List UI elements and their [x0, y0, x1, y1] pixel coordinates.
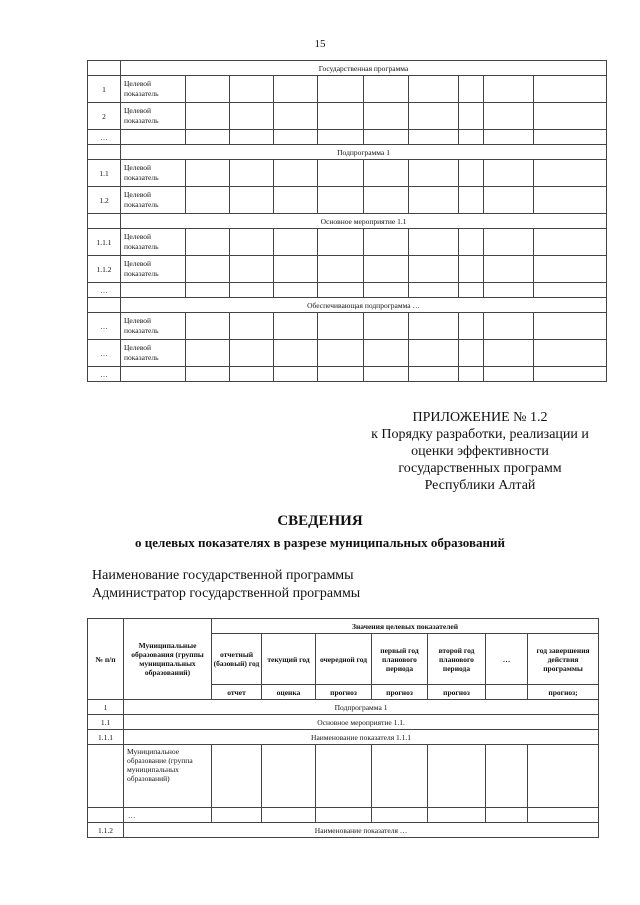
header-subtype: прогноз: [372, 685, 428, 700]
table-row: [88, 730, 599, 745]
row-number: 1.1.1: [88, 229, 121, 256]
table-row: [88, 715, 599, 730]
table-row: [88, 103, 607, 130]
table-row: [88, 340, 607, 367]
header-subtype: прогноз: [316, 685, 372, 700]
table-row: [88, 283, 607, 298]
table-row: [88, 187, 607, 214]
section-header: Подпрограмма 1: [121, 145, 607, 160]
header-subtype: прогноз;: [528, 685, 599, 700]
row-label: Целевой показатель: [121, 103, 186, 130]
row-number: …: [88, 283, 121, 298]
header-year: отчетный (базовый) год: [212, 634, 262, 685]
ellipsis-cell: …: [124, 808, 212, 823]
row-number: 1: [88, 76, 121, 103]
row-number: …: [88, 367, 121, 382]
row-label: Целевой показатель: [121, 313, 186, 340]
appendix-line: Республики Алтай: [424, 478, 536, 493]
row-label: Целевой показатель: [121, 256, 186, 283]
row-label: Целевой показатель: [121, 76, 186, 103]
header-year: очередной год: [316, 634, 372, 685]
page-number: 15: [314, 38, 326, 50]
table-row: [88, 313, 607, 340]
row-number: 1.1.2: [88, 256, 121, 283]
row-number: 2: [88, 103, 121, 130]
table-row: [88, 367, 607, 382]
header-subtype: прогноз: [428, 685, 486, 700]
row-number: 1.1: [88, 160, 121, 187]
header-year: второй год планового периода: [428, 634, 486, 685]
header-municipality: Муниципальные образования (группы муниципальных образований): [124, 619, 212, 700]
row-number: 1.1.2: [88, 823, 124, 838]
program-name-label: Наименование государственной программы: [92, 568, 354, 583]
row-header: Наименование показателя 1.1.1: [124, 730, 599, 745]
row-number: …: [88, 313, 121, 340]
header-subtype: [486, 685, 528, 700]
section-row: [88, 214, 607, 229]
municipality-cell: Муниципальное образование (группа муниципальных образований): [124, 745, 212, 808]
row-header: Основное мероприятие 1.1.: [124, 715, 599, 730]
header-subtype: отчет: [212, 685, 262, 700]
header-values: Значения целевых показателей: [212, 619, 599, 634]
table-row: [88, 160, 607, 187]
table-row: [88, 130, 607, 145]
table-row: [88, 823, 599, 838]
header-year: первый год планового периода: [372, 634, 428, 685]
appendix-line: к Порядку разработки, реализации и: [371, 427, 589, 442]
appendix-line: ПРИЛОЖЕНИЕ № 1.2: [412, 410, 548, 425]
document-title: СВЕДЕНИЯ: [277, 513, 363, 529]
row-header: Наименование показателя …: [124, 823, 599, 838]
section-header: Государственная программа: [121, 61, 607, 76]
header-year: …: [486, 634, 528, 685]
row-label: Целевой показатель: [121, 229, 186, 256]
table-row: [88, 229, 607, 256]
section-row: [88, 145, 607, 160]
row-label: Целевой показатель: [121, 160, 186, 187]
row-label: Целевой показатель: [121, 187, 186, 214]
appendix-line: оценки эффективности: [411, 444, 549, 459]
section-header: Основное мероприятие 1.1: [121, 214, 607, 229]
row-number: 1.1: [88, 715, 124, 730]
row-number: 1.1.1: [88, 730, 124, 745]
municipal-indicators-table: [87, 618, 599, 838]
appendix-line: государственных программ: [398, 461, 562, 476]
document-subtitle: о целевых показателях в разрезе муниципальных образований: [135, 535, 505, 550]
header-number: № п/п: [88, 619, 124, 700]
table-row: [88, 256, 607, 283]
target-indicators-table: [87, 60, 607, 382]
header-year: год завершения действия программы: [528, 634, 599, 685]
appendix-block: [340, 409, 620, 494]
administrator-label: Администратор государственной программы: [92, 586, 361, 601]
row-number: 1: [88, 700, 124, 715]
row-label: Целевой показатель: [121, 340, 186, 367]
table-row: [88, 700, 599, 715]
row-header: Подпрограмма 1: [124, 700, 599, 715]
section-row: [88, 298, 607, 313]
section-header: Обеспечивающая подпрограмма …: [121, 298, 607, 313]
row-number: 1.2: [88, 187, 121, 214]
table-row: [88, 808, 599, 823]
row-number: …: [88, 340, 121, 367]
header-year: текущий год: [262, 634, 316, 685]
section-row: [88, 61, 607, 76]
header-subtype: оценка: [262, 685, 316, 700]
table-row: [88, 76, 607, 103]
row-number: …: [88, 130, 121, 145]
table-row: [88, 745, 599, 808]
